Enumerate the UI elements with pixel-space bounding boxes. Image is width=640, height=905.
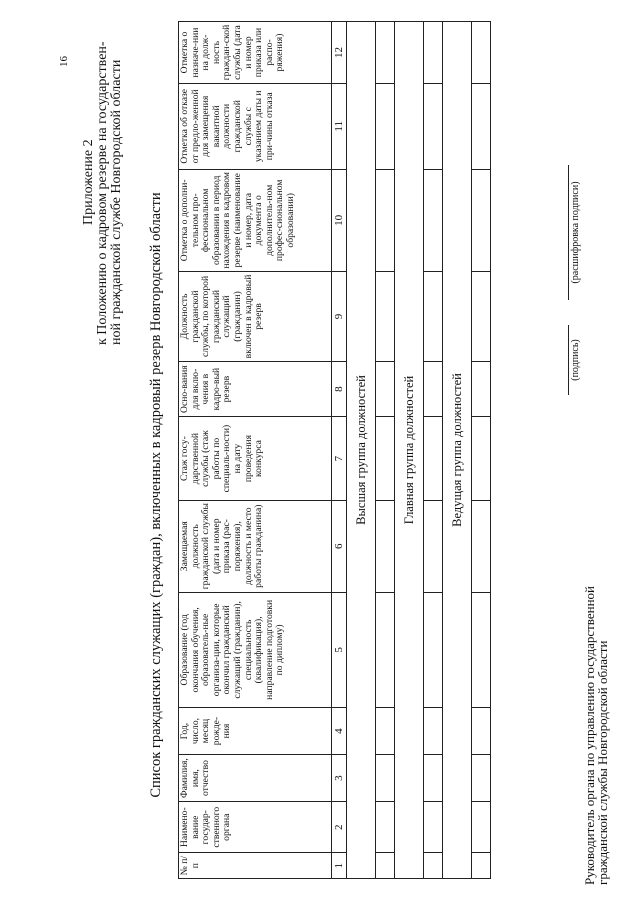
table-cell bbox=[424, 417, 443, 500]
header-cell: Наимено-вание государ-ственного органа bbox=[179, 802, 332, 853]
column-number: 11 bbox=[332, 84, 347, 169]
group-label: Ведущая группа должностей bbox=[443, 22, 472, 879]
appendix-line-1: к Положению о кадровом резерве на государствен- bbox=[95, 41, 110, 345]
table-cell bbox=[376, 361, 395, 417]
header-cell: Год, число, месяц рожде-ния bbox=[179, 708, 332, 755]
table-cell bbox=[376, 22, 395, 84]
empty-row bbox=[376, 22, 395, 879]
table-cell bbox=[424, 708, 443, 755]
column-number: 1 bbox=[332, 853, 347, 879]
table-cell bbox=[472, 755, 491, 802]
column-number-row bbox=[332, 22, 347, 879]
table-cell bbox=[472, 592, 491, 707]
appendix-line-2: ной гражданской службе Новгородской области bbox=[109, 59, 124, 345]
table-cell bbox=[472, 853, 491, 879]
reserve-table bbox=[178, 21, 491, 879]
table-cell bbox=[472, 417, 491, 500]
header-cell: Отметка о назначе-нии на долж-ность граждан-ской службы (дата и номер приказа или распо-ряжения) bbox=[179, 22, 332, 84]
group-row-highest bbox=[347, 22, 376, 879]
footer-line-1: Руководитель органа по управлению государственной bbox=[582, 585, 597, 885]
table-cell bbox=[376, 755, 395, 802]
table-cell bbox=[424, 755, 443, 802]
table-cell bbox=[472, 802, 491, 853]
appendix-title: Приложение 2 bbox=[81, 139, 96, 225]
appendix-header bbox=[82, 25, 124, 345]
column-number: 12 bbox=[332, 22, 347, 84]
table-cell bbox=[376, 169, 395, 272]
header-cell: Стаж госу-дарственной службы (стаж работы по специаль-ности) на дату проведения конкурса bbox=[179, 417, 332, 500]
empty-row bbox=[424, 22, 443, 879]
table-cell bbox=[472, 500, 491, 592]
list-title: Список гражданских служащих (граждан), включенных в кадровый резерв Новгородской области bbox=[148, 192, 164, 798]
column-number: 10 bbox=[332, 169, 347, 272]
table-cell bbox=[376, 708, 395, 755]
column-number: 4 bbox=[332, 708, 347, 755]
table-cell bbox=[472, 84, 491, 169]
table-cell bbox=[376, 500, 395, 592]
column-number: 2 bbox=[332, 802, 347, 853]
table-cell bbox=[424, 853, 443, 879]
header-row bbox=[179, 22, 332, 879]
table-cell bbox=[472, 169, 491, 272]
table-cell bbox=[472, 708, 491, 755]
page-number: 16 bbox=[58, 56, 70, 67]
header-cell: Образование (год окончания обучения, образователь-ные организа-ции, которые окончил гражданский служащий (гражданин), специальность (квалификация), направление подготовки по диплому) bbox=[179, 592, 332, 707]
column-number: 6 bbox=[332, 500, 347, 592]
table-cell bbox=[376, 417, 395, 500]
table-cell bbox=[424, 802, 443, 853]
table-cell bbox=[376, 853, 395, 879]
table-cell bbox=[424, 500, 443, 592]
header-cell: Должность гражданской службы, по которой гражданский служащий (гражданин) включен в кадровый резерв bbox=[179, 272, 332, 362]
group-row-main bbox=[395, 22, 424, 879]
header-cell: Замещаемая должность гражданской службы (дата и номер приказа (рас-поряжения), должность и место работы гражданина) bbox=[179, 500, 332, 592]
column-number: 8 bbox=[332, 361, 347, 417]
column-number: 9 bbox=[332, 272, 347, 362]
table-cell bbox=[424, 592, 443, 707]
footer-line-2: гражданской службы Новгородской области bbox=[595, 640, 610, 885]
table-cell bbox=[424, 272, 443, 362]
signature-label: (подпись) bbox=[568, 325, 581, 395]
group-label: Главная группа должностей bbox=[395, 22, 424, 879]
table-cell bbox=[376, 84, 395, 169]
empty-row bbox=[472, 22, 491, 879]
header-cell: Фамилия, имя, отчество bbox=[179, 755, 332, 802]
group-row-leading bbox=[443, 22, 472, 879]
signature-decode-field bbox=[568, 165, 581, 300]
table-cell bbox=[376, 272, 395, 362]
table-cell bbox=[472, 272, 491, 362]
group-label: Высшая группа должностей bbox=[347, 22, 376, 879]
column-number: 5 bbox=[332, 592, 347, 707]
column-number: 3 bbox=[332, 755, 347, 802]
signature-field bbox=[568, 325, 581, 395]
signature-decode-label: (расшифровка подписи) bbox=[568, 165, 581, 300]
header-cell: Осно-вания для вклю-чения в кадро-вый резерв bbox=[179, 361, 332, 417]
header-cell: Отметка о дополни-тельном про-фессиональном образовании в период нахождения в кадровом резерве (наименование и номер, дата документа о дополнитель-ном профес-сиональном образовании) bbox=[179, 169, 332, 272]
table-cell bbox=[424, 361, 443, 417]
footer-signatory bbox=[583, 586, 609, 885]
table-cell bbox=[424, 84, 443, 169]
table-cell bbox=[424, 22, 443, 84]
column-number: 7 bbox=[332, 417, 347, 500]
header-cell: Отметка об отказе от предло-женной для замещения вакантной должности гражданской службы с указанием даты и при-чины отказа bbox=[179, 84, 332, 169]
table-cell bbox=[472, 361, 491, 417]
table-cell bbox=[376, 592, 395, 707]
table-cell bbox=[424, 169, 443, 272]
table-cell bbox=[472, 22, 491, 84]
table-cell bbox=[376, 802, 395, 853]
header-cell: № п/п bbox=[179, 853, 332, 879]
